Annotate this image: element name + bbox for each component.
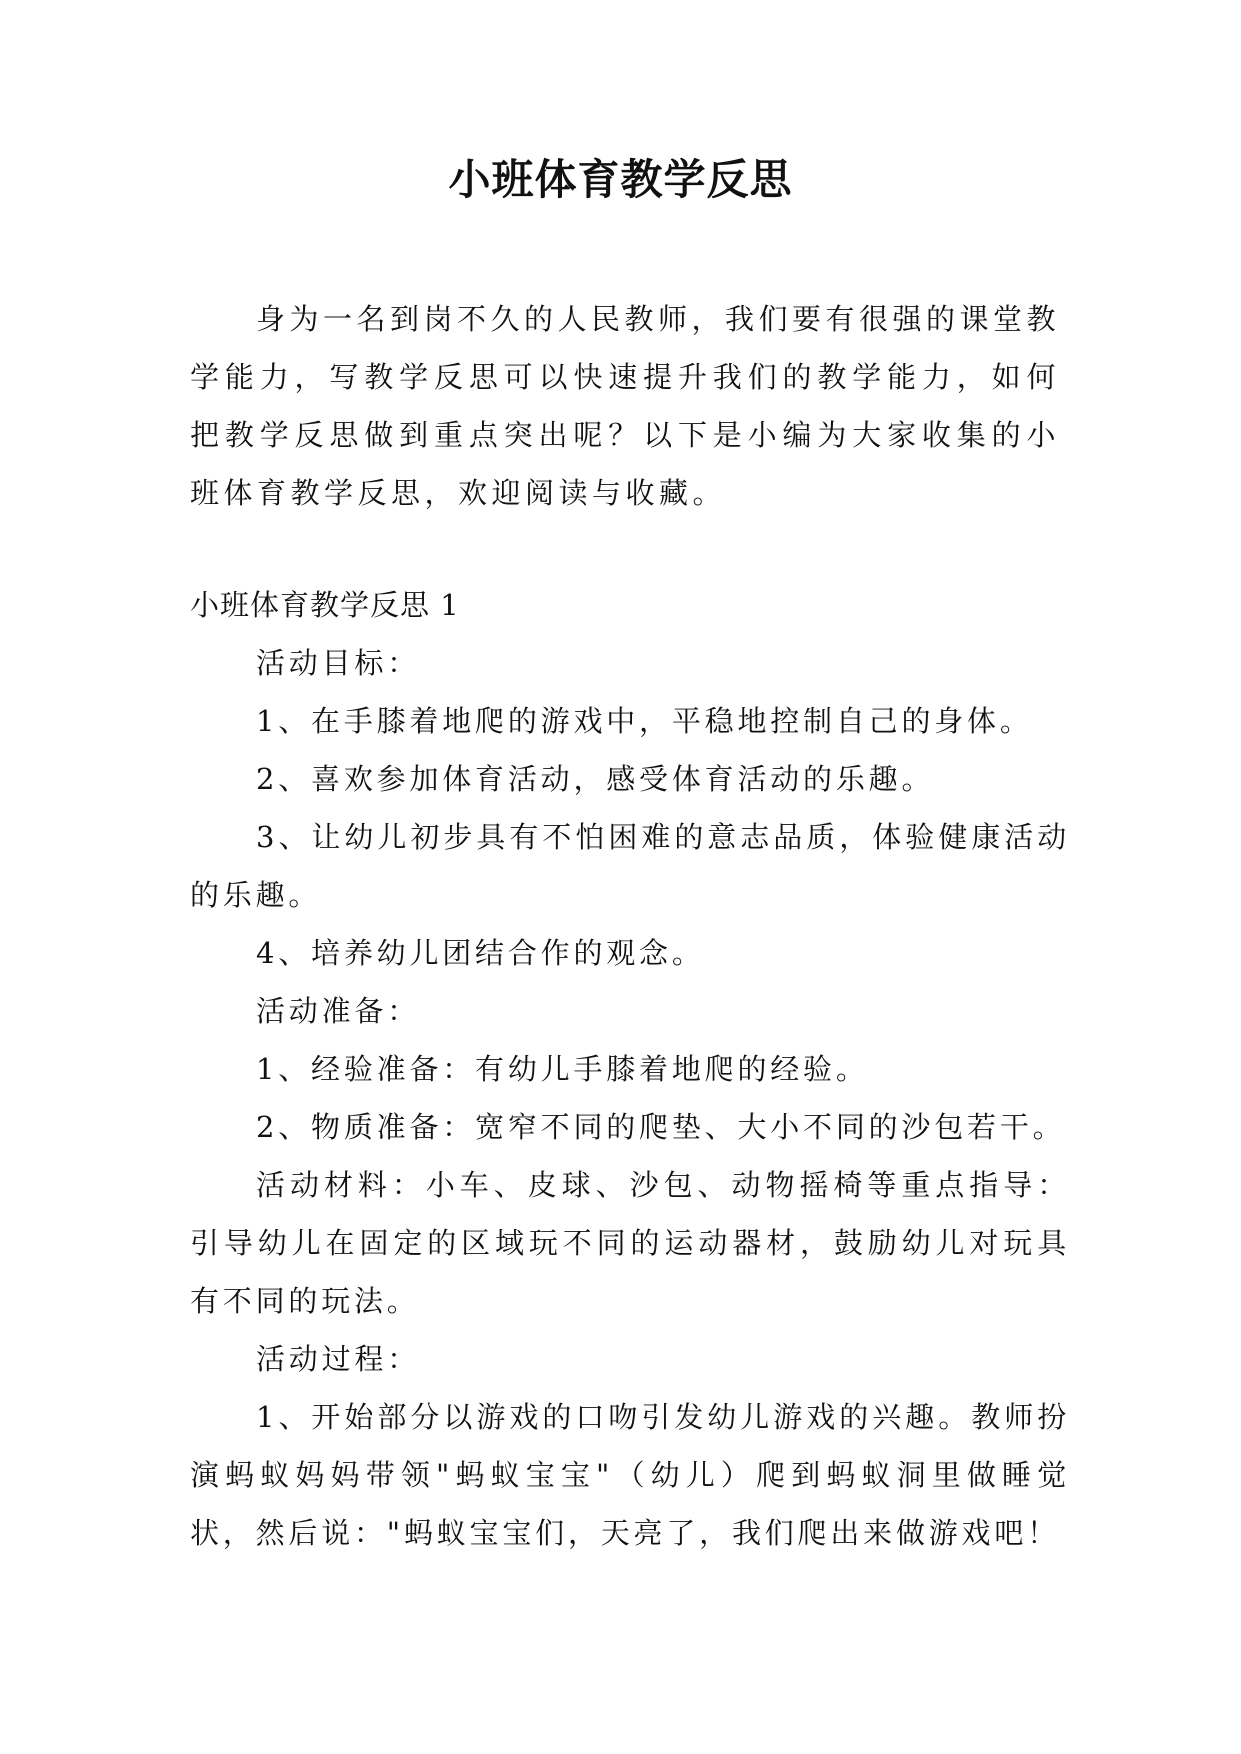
document-title: 小班体育教学反思 (448, 155, 793, 204)
activity-goals-heading: 活动目标： (256, 646, 421, 680)
activity-materials-paragraph: 活动材料：小车、皮球、沙包、动物摇椅等重点指导：引导幼儿在固定的区域玩不同的运动器材，鼓励幼儿对玩具有不同的玩法。 (190, 1168, 1070, 1318)
goal-item-4: 4、培养幼儿团结合作的观念。 (256, 936, 705, 970)
intro-paragraph: 身为一名到岗不久的人民教师，我们要有很强的课堂教学能力，写教学反思可以快速提升我们的教学能力，如何把教学反思做到重点突出呢？以下是小编为大家收集的小班体育教学反思，欢迎阅读与收藏。 (190, 302, 1061, 510)
goal-item-3: 3、让幼儿初步具有不怕困难的意志品质，体验健康活动的乐趣。 (190, 820, 1070, 912)
goal-item-2: 2、喜欢参加体育活动，感受体育活动的乐趣。 (256, 762, 935, 796)
goal-item-1: 1、在手膝着地爬的游戏中，平稳地控制自己的身体。 (256, 704, 1033, 738)
activity-process-heading: 活动过程： (256, 1342, 421, 1376)
section-heading: 小班体育教学反思 1 (190, 588, 460, 622)
activity-prep-heading: 活动准备： (256, 994, 421, 1028)
prep-item-2: 2、物质准备：宽窄不同的爬垫、大小不同的沙包若干。 (256, 1110, 1066, 1144)
process-item-1: 1、开始部分以游戏的口吻引发幼儿游戏的兴趣。教师扮演蚂蚁妈妈带领"蚂蚁宝宝"（幼儿）爬到蚂蚁洞里做睡觉状，然后说："蚂蚁宝宝们，天亮了，我们爬出来做游戏吧！ (190, 1400, 1070, 1550)
prep-item-1: 1、经验准备：有幼儿手膝着地爬的经验。 (256, 1052, 869, 1086)
document-body (190, 576, 1070, 1562)
